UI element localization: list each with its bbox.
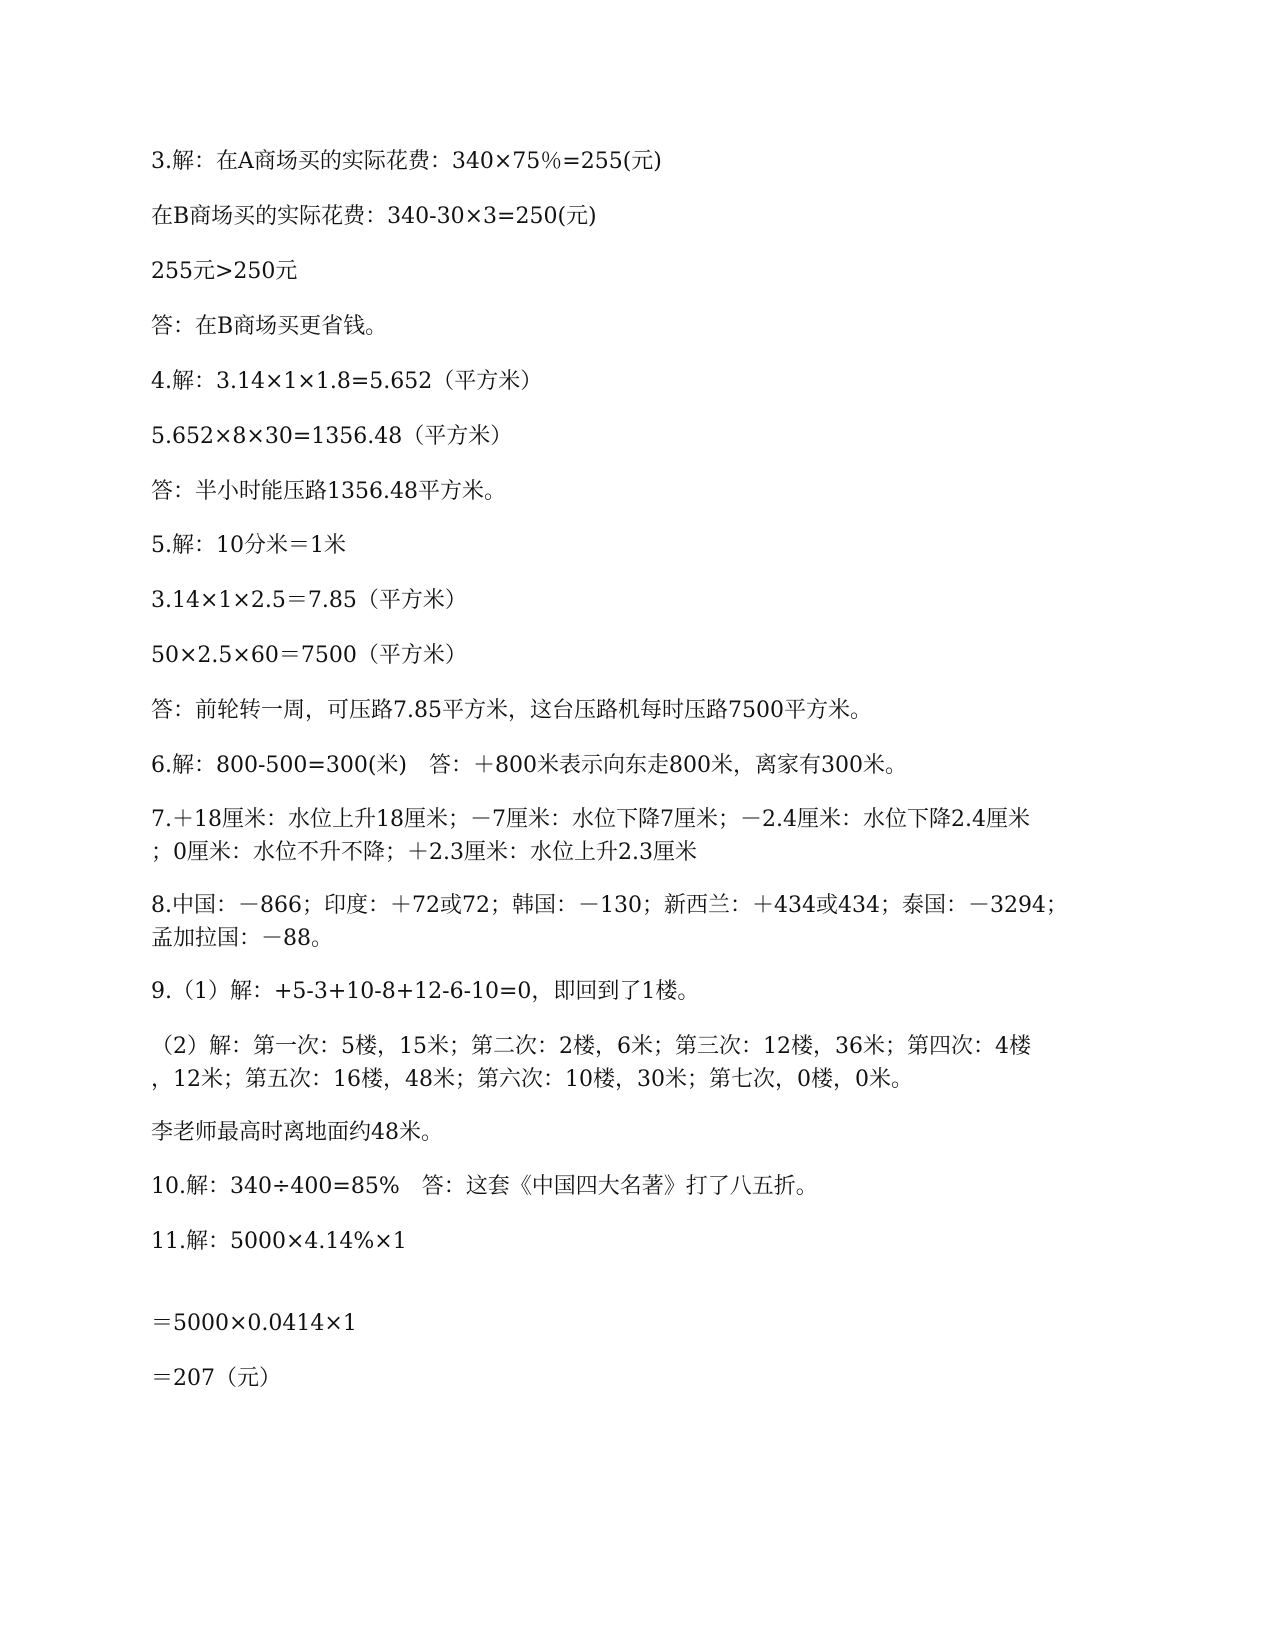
answer-5-line-1: 5.解：10分米＝1米 [151, 533, 346, 558]
answer-9-part-2-line-2: ，12米；第五次：16楼，48米；第六次：10楼，30米；第七次，0楼，0米。 [151, 1067, 913, 1092]
answer-9-part-2-line-1: （2）解：第一次：5楼，15米；第二次：2楼，6米；第三次：12楼，36米；第四次：4楼 [151, 1034, 1031, 1059]
answer-7-line-2: ；0厘米：水位不升不降；＋2.3厘米：水位上升2.3厘米 [151, 840, 697, 865]
answer-6-line: 6.解：800-500=300(米) 答：＋800米表示向东走800米，离家有300米。 [151, 753, 907, 778]
answer-10-line: 10.解：340÷400=85% 答：这套《中国四大名著》打了八五折。 [151, 1174, 818, 1199]
answer-8-line-1: 8.中国：－866；印度：＋72或72；韩国：－130；新西兰：＋434或434；泰国：－3294； [151, 893, 1068, 918]
answer-5-line-2: 3.14×1×2.5＝7.85（平方米） [151, 588, 467, 613]
answer-11-line-1: 11.解：5000×4.14%×1 [151, 1229, 407, 1254]
answer-4-line-1: 4.解：3.14×1×1.8=5.652（平方米） [151, 369, 543, 394]
answer-4-line-2: 5.652×8×30=1356.48（平方米） [151, 424, 513, 449]
answer-3-line-1: 3.解：在A商场买的实际花费：340×75％=255(元) [151, 149, 662, 174]
answer-11-line-2: ＝5000×0.0414×1 [151, 1311, 357, 1336]
answer-8-line-2: 孟加拉国：－88。 [151, 926, 333, 951]
answer-11-line-3: ＝207（元） [151, 1366, 281, 1391]
answer-3-line-3: 255元>250元 [151, 259, 298, 284]
answer-7-line-1: 7.＋18厘米：水位上升18厘米；－7厘米：水位下降7厘米；－2.4厘米：水位下降2.4厘米 [151, 807, 1030, 832]
answer-3-conclusion: 答：在B商场买更省钱。 [151, 314, 388, 339]
answer-4-conclusion: 答：半小时能压路1356.48平方米。 [151, 479, 506, 504]
answer-5-conclusion: 答：前轮转一周，可压路7.85平方米，这台压路机每时压路7500平方米。 [151, 698, 872, 723]
answer-3-line-2: 在B商场买的实际花费：340-30×3=250(元) [151, 204, 597, 229]
answer-9-part-1: 9.（1）解：+5-3+10-8+12-6-10=0，即回到了1楼。 [151, 979, 700, 1004]
answer-9-conclusion: 李老师最高时离地面约48米。 [151, 1120, 443, 1145]
answer-5-line-3: 50×2.5×60＝7500（平方米） [151, 643, 467, 668]
